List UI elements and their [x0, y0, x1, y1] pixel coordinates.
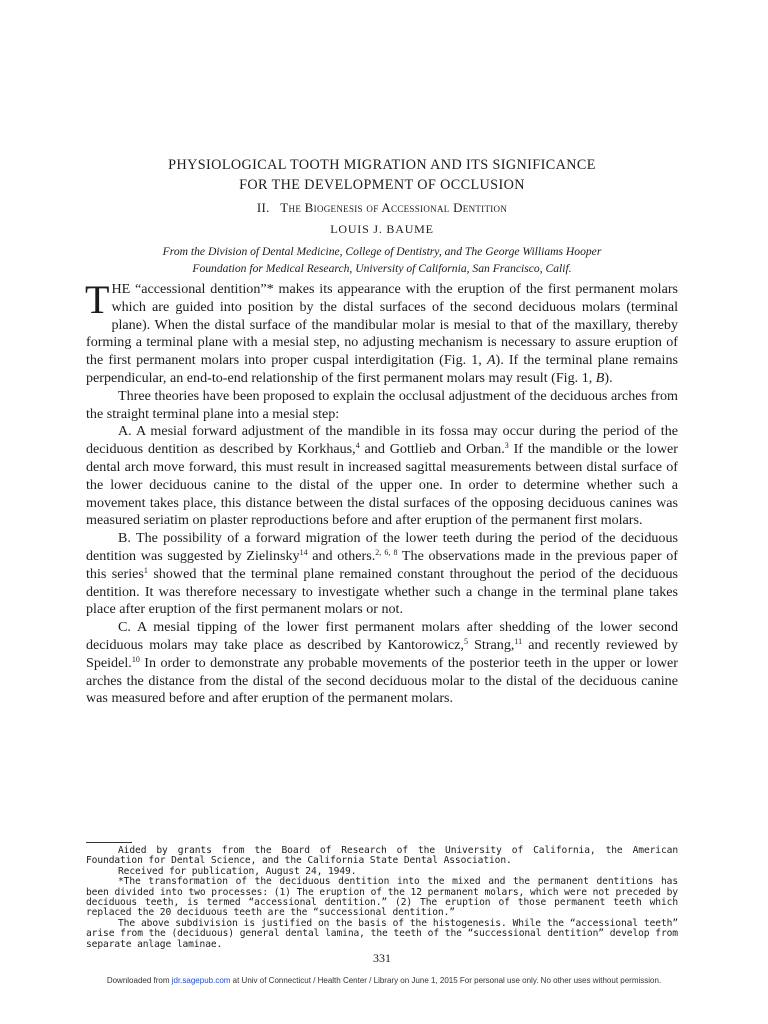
p3-text-b: and Gottlieb and Orban.	[359, 441, 505, 458]
ref-gottlieb-orban: 3	[504, 441, 509, 451]
figure-ref-b: B	[595, 369, 605, 386]
source-link[interactable]: jdr.sagepub.com	[171, 976, 231, 985]
author-name: LOUIS J. BAUME	[330, 222, 434, 236]
p5-text-d: In order to demonstrate any probable movements of the posterior teeth in the upper or lower arches the distance from the distal of the second deciduous molar to the distal of the deciduous canine was measured before and after eruption of the permanent molars.	[86, 654, 678, 707]
paragraph-4	[86, 530, 678, 619]
footnote-grant: Aided by grants from the Board of Research of the University of California, the American Foundation for Dental Science, and the California State Dental Association.	[86, 845, 678, 867]
affiliation	[86, 243, 678, 277]
download-notice	[100, 976, 668, 986]
paragraph-1	[85, 277, 678, 388]
ref-speidel: 10	[131, 654, 140, 664]
p3-text-a: A. A mesial forward adjustment of the mandible in its fossa may occur during the period of the deciduous dentition as described by Korkhaus,	[86, 423, 678, 458]
article-subtitle	[86, 200, 678, 216]
affiliation-line-2: Foundation for Medical Research, University of California, San Francisco, Calif.	[192, 262, 572, 275]
ref-series: 1	[143, 565, 148, 575]
footnote-divider	[86, 842, 132, 843]
subtitle-text: The Biogenesis of Accessional Dentition	[280, 200, 508, 215]
paragraph-2: Three theories have been proposed to explain the occlusal adjustment of the deciduous arches from the straight terminal plane into a mesial step:	[86, 387, 678, 422]
article-body	[85, 277, 679, 708]
download-prefix: Downloaded from	[106, 976, 172, 985]
article-title-line-1: PHYSIOLOGICAL TOOTH MIGRATION AND ITS SIGNIFICANCE	[168, 157, 596, 173]
ref-kantorowicz: 5	[463, 636, 468, 646]
footnote-received: Received for publication, August 24, 1949.	[118, 865, 357, 877]
footnote-star: *The transformation of the deciduous dentition into the mixed and the permanent dentitions has been divided into two processes: (1) The eruption of the 12 permanent molars, which were not preceded by deciduous teeth, is termed “accessional dentition.” (2) The eruption of those permanent teeth which replaced the 20 deciduous teeth are the “successional dentition.”	[86, 876, 678, 919]
download-suffix: at Univ of Connecticut / Health Center / Library on June 1, 2015 For personal use only. No other uses without permission.	[230, 976, 662, 985]
affiliation-line-1: From the Division of Dental Medicine, College of Dentistry, and The George Williams Hooper	[162, 245, 602, 258]
p5-text-a: C. A mesial tipping of the lower first permanent molars after shedding of the lower second deciduous molars may take place as described by Kantorowicz,	[86, 619, 678, 653]
p4-text-c: The observations made in the previous paper of this series	[86, 547, 678, 582]
footnote-subdivision: The above subdivision is justified on the basis of the histogenesis. While the “accessional teeth” arise from the (deciduous) general dental lamina, the teeth of the “successional dentition” develop from separate anlage laminae.	[86, 917, 678, 950]
p5-text-b: Strang,	[467, 636, 515, 653]
ref-strang: 11	[514, 636, 523, 646]
subtitle-numeral: II.	[256, 200, 270, 215]
p4-text-d: showed that the terminal plane remained constant throughout the period of the deciduous dentition. It was therefore necessary to investigate whether such a change in the terminal plane takes place after eruption of the first permanent molars or not.	[86, 565, 678, 618]
p5-text-c: and recently reviewed by Speidel.	[86, 636, 679, 671]
p1-text-c: ).	[604, 369, 613, 386]
drop-cap: T	[85, 277, 110, 322]
p3-text-c: If the mandible or the lower dental arch move forward, this must result in increased sagittal measurements between distal surface of the lower deciduous canine to the distal of the upper one. In order to determine whether such a movement takes place, this distance between the distal surfaces of the opposing deciduous canines was measured seriatim on plaster reproductions before and after eruption of the permanent first molars.	[86, 441, 678, 529]
paragraph-3	[86, 423, 678, 530]
figure-ref-a: A	[486, 352, 496, 369]
ref-korkhaus: 4	[355, 441, 360, 451]
p1-text-b: ). If the terminal plane remains perpendicular, an end-to-end relationship of the first permanent molars may result (Fig. 1,	[86, 352, 678, 386]
p1-text-a: HE “accessional dentition”* makes its appearance with the eruption of the first permanent molars which are guided into position by the distal surfaces of the second deciduous molars (terminal plane). When the distal surface of the mandibular molar is mesial to that of the maxillary, thereby forming a terminal plane with a mesial step, no adjusting mechanism is necessary to assure eruption of the first permanent molars into proper cuspal interdigitation (Fig. 1,	[86, 281, 678, 369]
p4-text-a: B. The possibility of a forward migration of the lower teeth during the period of the deciduous dentition was suggested by Zielinsky	[86, 530, 678, 564]
paragraph-5	[86, 619, 678, 708]
footnotes	[86, 846, 678, 950]
p4-text-b: and others.	[307, 547, 376, 564]
article-title-line-2: FOR THE DEVELOPMENT OF OCCLUSION	[239, 177, 525, 193]
ref-zielinsky: 14	[299, 547, 308, 557]
page-number: 331	[373, 951, 391, 965]
ref-others: 2, 6, 8	[375, 547, 398, 557]
